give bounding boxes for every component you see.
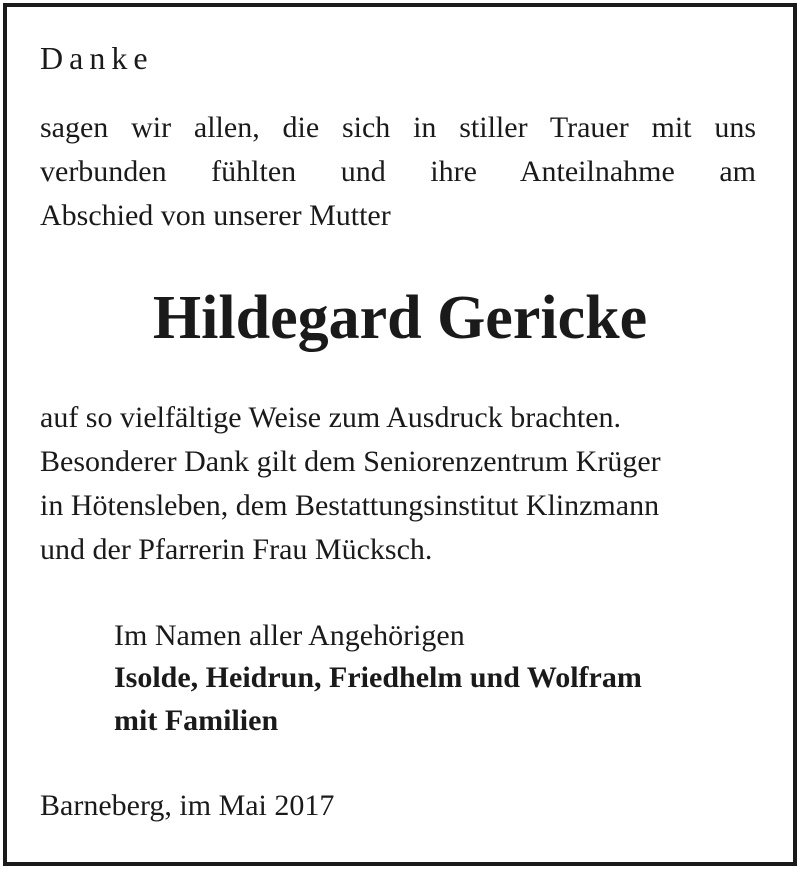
notice-heading: Danke	[40, 40, 154, 76]
intro-line-1: sagen wir allen, die sich in stiller Trauer mit uns	[40, 111, 756, 144]
intro-line-3: Abschied von unserer Mutter	[40, 199, 391, 232]
signature-names-line-2: mit Familien	[114, 704, 279, 737]
deceased-name: Hildegard Gericke	[152, 284, 648, 352]
signature-names-line-1: Isolde, Heidrun, Friedhelm und Wolfram	[114, 661, 642, 694]
body-line-2: Besonderer Dank gilt dem Seniorenzentrum Krüger	[40, 445, 661, 478]
intro-line-2: verbunden fühlten und ihre Anteilnahme am	[40, 155, 756, 188]
body-line-4: und der Pfarrerin Frau Mücksch.	[40, 533, 433, 566]
body-line-1: auf so vielfältige Weise zum Ausdruck brachten.	[40, 401, 622, 434]
place-date: Barneberg, im Mai 2017	[40, 789, 335, 822]
body-line-3: in Hötensleben, dem Bestattungsinstitut Klinzmann	[40, 489, 660, 522]
signature-intro: Im Namen aller Angehörigen	[114, 619, 465, 652]
